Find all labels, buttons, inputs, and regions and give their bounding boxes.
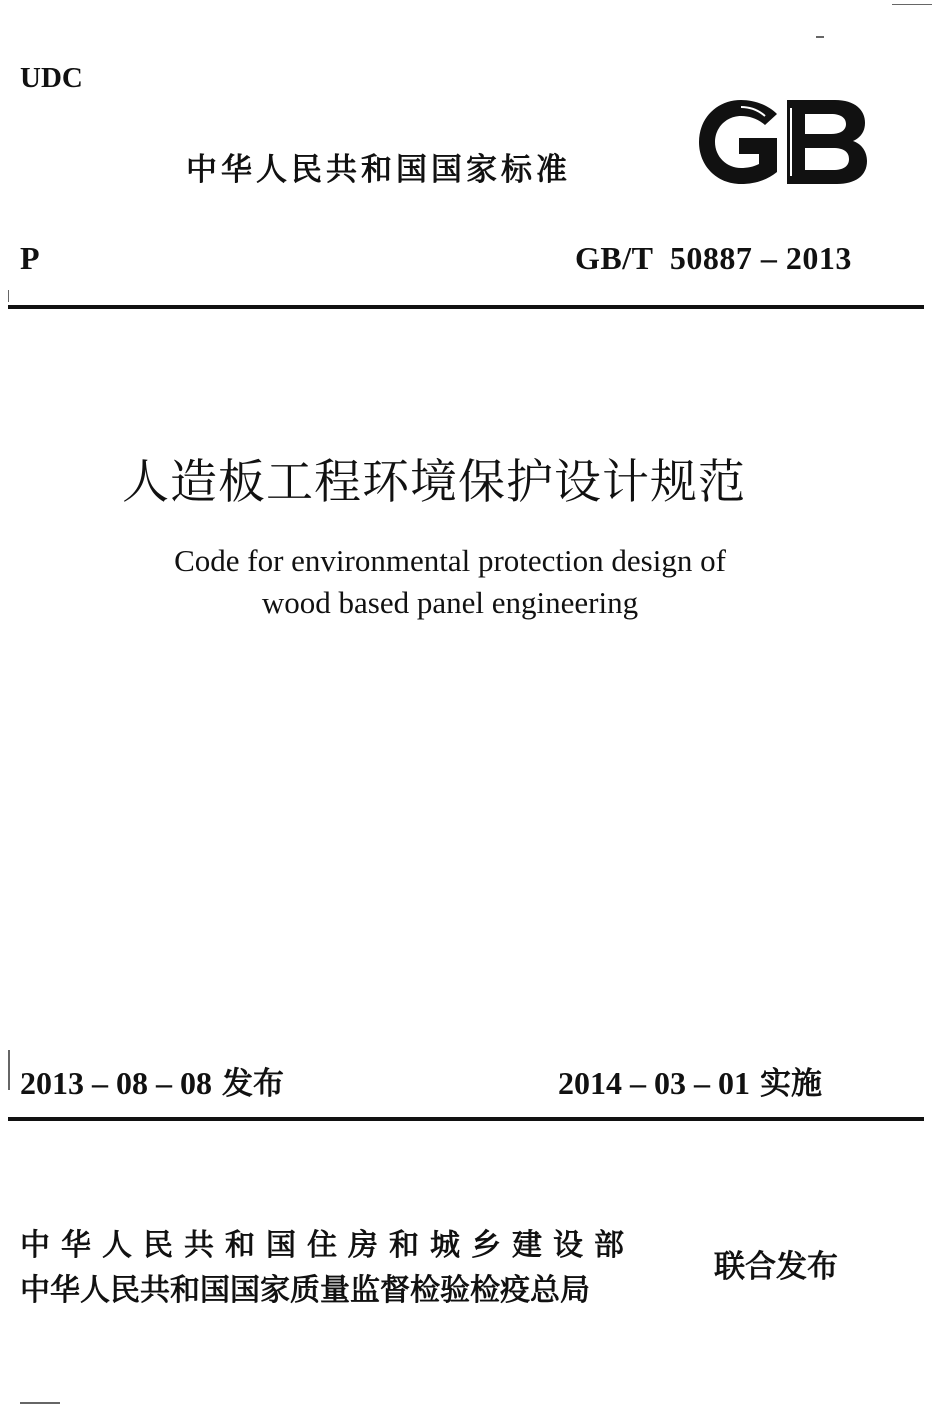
standard-number: GB/T 50887 – 2013 xyxy=(575,240,852,276)
issuer-aqsiq: 中华人民共和国国家质量监督检验检疫总局 xyxy=(20,1273,590,1308)
udc-label: UDC xyxy=(20,62,83,94)
effective-date-block xyxy=(558,1058,822,1103)
publish-date: 2013 – 08 – 08 xyxy=(20,1065,212,1101)
joint-issue-label: 联合发布 xyxy=(714,1249,838,1285)
title-english xyxy=(100,540,800,624)
scan-mark xyxy=(8,290,9,302)
issuer-ministry-housing: 中华人民共和国住房和城乡建设部 xyxy=(20,1228,635,1263)
title-english-line-2: wood based panel engineering xyxy=(261,585,639,620)
bottom-divider xyxy=(8,1117,924,1121)
effective-label: 实施 xyxy=(760,1066,822,1102)
category-label: P xyxy=(20,240,40,276)
scan-mark xyxy=(20,1402,60,1404)
national-standard-heading: 中华人民共和国国家标准 xyxy=(186,152,571,188)
scan-mark xyxy=(816,36,824,38)
top-divider xyxy=(8,305,924,309)
title-chinese: 人造板工程环境保护设计规范 xyxy=(122,455,746,510)
title-english-line-1: Code for environmental protection design of xyxy=(174,543,726,578)
publish-date-block xyxy=(20,1058,284,1103)
scan-mark xyxy=(892,4,932,5)
effective-date: 2014 – 03 – 01 xyxy=(558,1065,750,1101)
publish-label: 发布 xyxy=(222,1066,284,1102)
gb-logo-icon xyxy=(695,96,870,188)
scan-mark xyxy=(8,1050,10,1090)
